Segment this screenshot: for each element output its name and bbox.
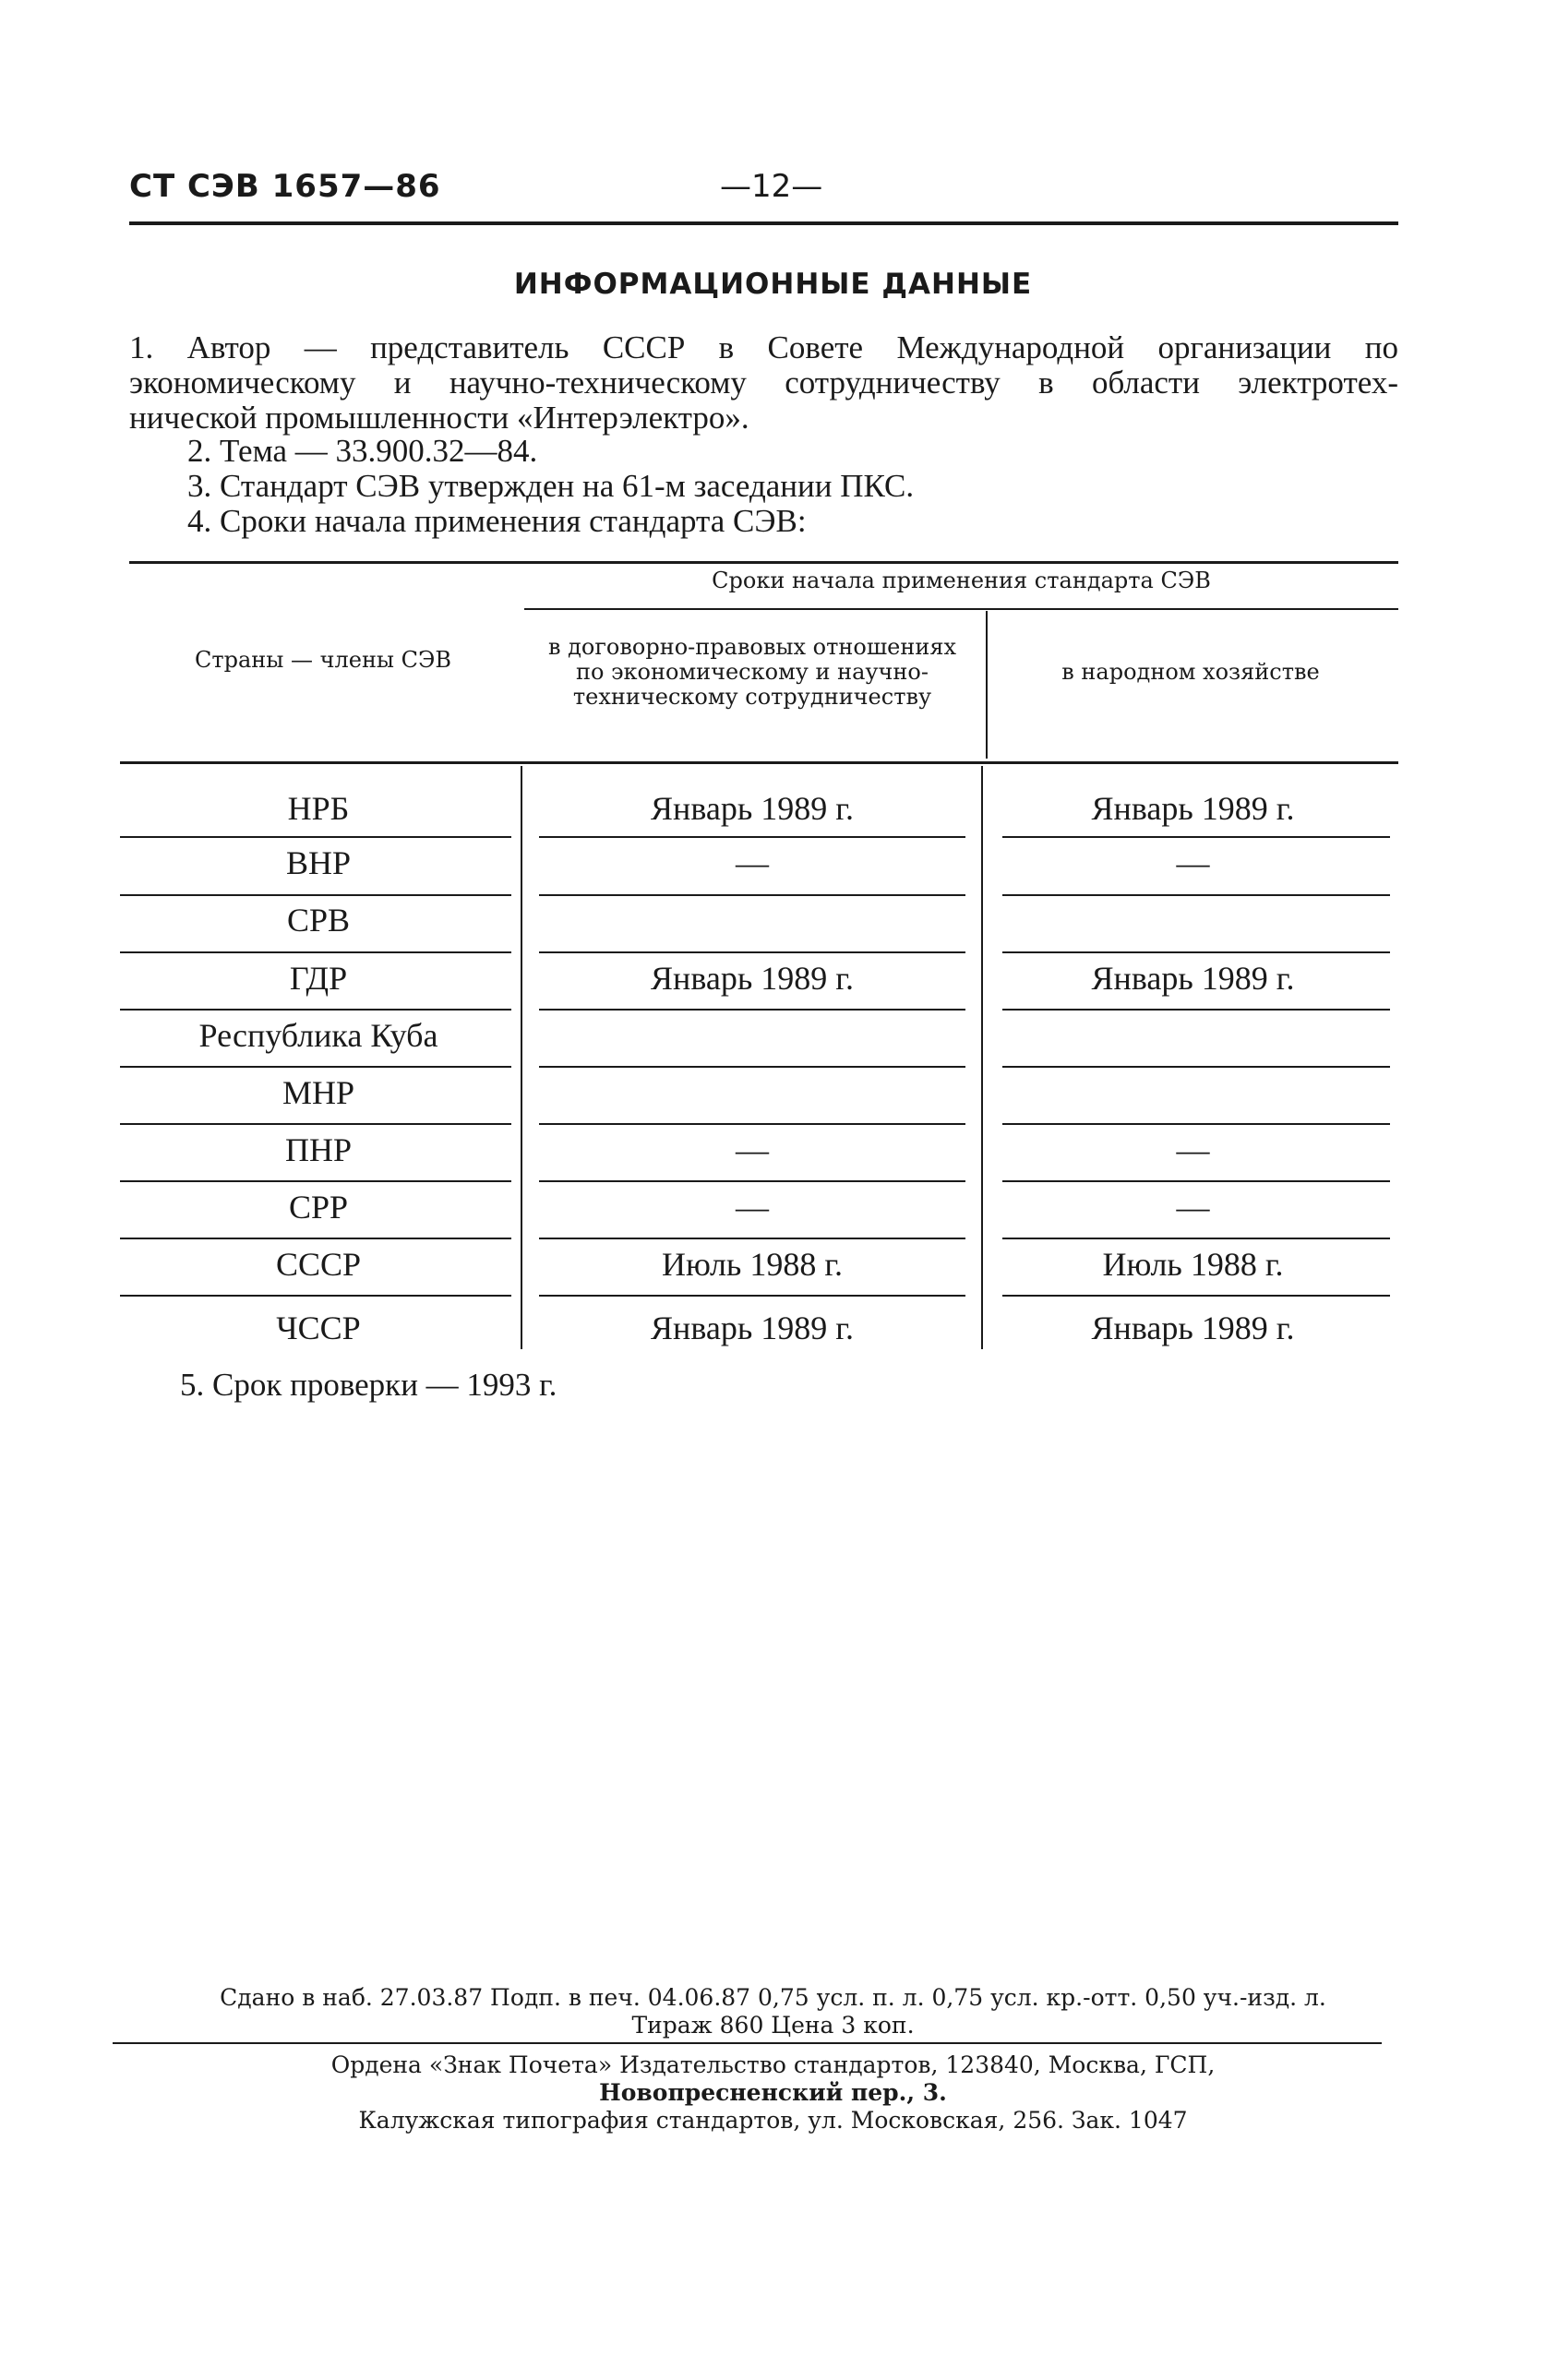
imprint-rule (113, 2042, 1382, 2044)
row-rule (120, 1066, 511, 1068)
contracts-cell: — (736, 1189, 769, 1226)
row-rule (1002, 1009, 1390, 1011)
country-cell: СССР (275, 1246, 362, 1283)
header-rule (129, 221, 1398, 225)
row-rule (120, 836, 511, 838)
row-rule (1002, 894, 1390, 896)
row-rule (1002, 1180, 1390, 1182)
economy-cell: Январь 1989 г. (1091, 790, 1295, 827)
row-rule (539, 836, 965, 838)
item-4: 4. Сроки начала применения стандарта СЭВ: (187, 503, 807, 539)
document-id: СТ СЭВ 1657—86 (129, 168, 441, 205)
header-economy: в народном хозяйстве (1061, 659, 1320, 685)
country-cell: ЧССР (276, 1310, 361, 1346)
row-rule (539, 1180, 965, 1182)
row-rule (539, 1238, 965, 1239)
economy-cell: Январь 1989 г. (1091, 960, 1295, 997)
row-rule (120, 1180, 511, 1182)
imprint-line-3: Ордена «Знак Почета» Издательство стандартов, 123840, Москва, ГСП, (330, 2051, 1216, 2078)
economy-cell: Январь 1989 г. (1091, 1310, 1295, 1346)
row-rule (539, 1009, 965, 1011)
economy-cell: Июль 1988 г. (1102, 1246, 1284, 1283)
row-rule (120, 1123, 511, 1125)
country-cell: СРР (288, 1189, 349, 1226)
country-cell: ГДР (289, 960, 348, 997)
item-1-line-1: 1. Автор — представитель СССР в Совете Международной организации по (129, 329, 1398, 365)
table-top-rule (129, 561, 1398, 564)
row-rule (539, 951, 965, 953)
row-rule (539, 1295, 965, 1297)
contracts-cell: Январь 1989 г. (651, 960, 854, 997)
imprint-line-2: Тираж 860 Цена 3 коп. (631, 2012, 915, 2039)
item-5: 5. Срок проверки — 1993 г. (180, 1367, 557, 1403)
row-rule (1002, 1123, 1390, 1125)
section-title: ИНФОРМАЦИОННЫЕ ДАННЫЕ (513, 268, 1033, 301)
body-divider-2 (981, 766, 983, 1349)
row-rule (120, 894, 511, 896)
row-rule (539, 1066, 965, 1068)
header-countries: Страны — члены СЭВ (194, 647, 452, 673)
contracts-cell: Январь 1989 г. (651, 1310, 854, 1346)
row-rule (539, 894, 965, 896)
economy-cell: — (1176, 844, 1210, 881)
item-1 (129, 330, 1398, 436)
item-2: 2. Тема — 33.900.32—84. (187, 433, 538, 469)
row-rule (1002, 1295, 1390, 1297)
table-header-bottom-rule (120, 761, 1398, 764)
country-cell: НРБ (287, 790, 350, 827)
imprint-line-1: Сдано в наб. 27.03.87 Подп. в печ. 04.06.87 0,75 усл. п. л. 0,75 усл. кр.-отт. 0,50 уч.-изд. л. (220, 1984, 1326, 2011)
country-cell: ПНР (284, 1131, 353, 1168)
contracts-cell: — (736, 1131, 769, 1168)
contracts-cell: — (736, 844, 769, 881)
imprint-line-5: Калужская типография стандартов, ул. Московская, 256. Зак. 1047 (358, 2107, 1188, 2134)
country-cell: МНР (282, 1074, 355, 1111)
body-divider-1 (521, 766, 522, 1349)
item-1-line-3: нической промышленности «Интерэлектро». (129, 400, 749, 436)
row-rule (120, 1295, 511, 1297)
page-number: —12— (720, 168, 823, 205)
row-rule (1002, 1238, 1390, 1239)
country-cell: ВНР (285, 844, 352, 881)
economy-cell: — (1176, 1189, 1210, 1226)
contracts-cell: Январь 1989 г. (651, 790, 854, 827)
row-rule (120, 1238, 511, 1239)
economy-cell: — (1176, 1131, 1210, 1168)
row-rule (120, 951, 511, 953)
table-header-divider (986, 611, 988, 759)
table-subheader-rule (524, 608, 1398, 610)
imprint-line-4: Новопресненский пер., 3. (599, 2079, 947, 2106)
row-rule (1002, 951, 1390, 953)
row-rule (539, 1123, 965, 1125)
contracts-cell: Июль 1988 г. (661, 1246, 844, 1283)
row-rule (120, 1009, 511, 1011)
header-contracts: в договорно-правовых отношениях по экономическому и научно-техническому сотрудничеству (547, 634, 957, 710)
row-rule (1002, 1066, 1390, 1068)
row-rule (1002, 836, 1390, 838)
header-group: Сроки начала применения стандарта СЭВ (712, 568, 1211, 593)
country-cell: Республика Куба (198, 1017, 438, 1054)
item-3: 3. Стандарт СЭВ утвержден на 61-м заседании ПКС. (187, 468, 915, 504)
item-1-line-2: экономическому и научно-техническому сотрудничеству в области электротех- (129, 365, 1398, 401)
country-cell: СРВ (286, 902, 351, 939)
